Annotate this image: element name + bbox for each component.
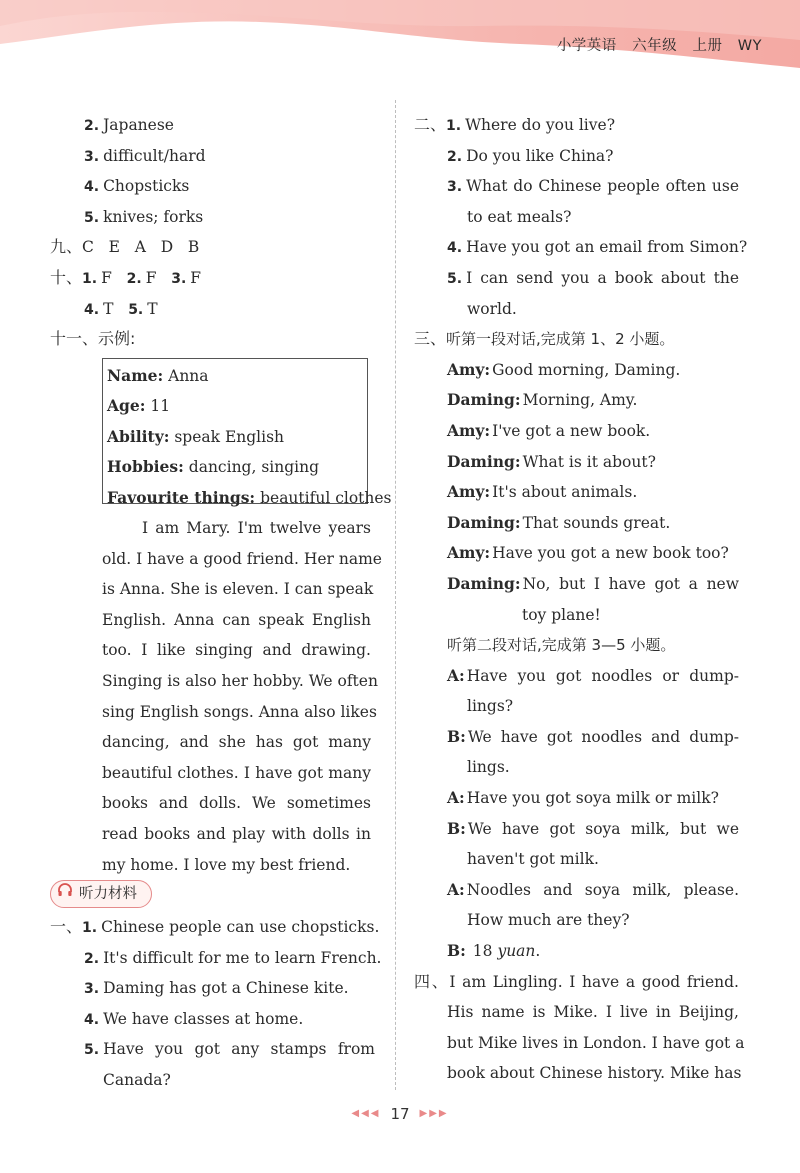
dialog-line-cont: lings? — [467, 697, 514, 716]
list-item-cont: Canada? — [103, 1070, 171, 1089]
dialog-line: Daming: No, but I have got a new — [447, 573, 739, 593]
column-divider — [395, 100, 396, 1090]
essay-line: books and dolls. We sometimes — [102, 794, 371, 813]
answer-item: 4. Chopsticks — [84, 177, 190, 196]
section-3-intro: 三、听第一段对话,完成第 1、2 小题。 — [414, 329, 675, 349]
right-column — [414, 110, 748, 1089]
next-arrows-icon: ▶▶▶ — [419, 1108, 449, 1119]
dialog-line: A: Noodles and soya milk, please. — [447, 879, 739, 899]
dialog-line: B: We have got noodles and dump- — [447, 726, 739, 746]
list-item-cont: to eat meals? — [467, 207, 572, 226]
essay-line: read books and play with dolls in — [102, 824, 371, 843]
essay-line: beautiful clothes. I have got many — [102, 763, 371, 782]
essay-line: old. I have a good friend. Her name — [102, 549, 382, 568]
essay-line: I am Mary. I'm twelve years — [142, 519, 371, 537]
card-row: Name: Anna — [107, 366, 209, 385]
essay-line: dancing, and she has got many — [102, 733, 371, 752]
list-item: 一、1. Chinese people can use chopsticks. — [50, 917, 380, 936]
dialog-line: A: Have you got soya milk or milk? — [447, 788, 719, 808]
dialog-line: A: Have you got noodles or dump- — [447, 665, 739, 685]
dialog-line: B: 18 yuan. — [447, 941, 541, 961]
section-11: 十一、示例: — [50, 329, 136, 349]
section-4-line: but Mike lives in London. I have got a — [447, 1033, 745, 1052]
card-row: Ability: speak English — [107, 426, 285, 446]
dialog-line: Amy: Good morning, Daming. — [447, 359, 681, 379]
list-item: 5. Have you got any stamps from — [84, 1040, 375, 1059]
section-10-row2: 4. T 5. T — [84, 299, 158, 318]
essay-line: is Anna. She is eleven. I can speak — [102, 580, 374, 599]
dialog-line-cont: lings. — [467, 758, 510, 777]
list-item: 2. It's difficult for me to learn French. — [84, 948, 382, 967]
section-4: 四、I am Lingling. I have a good friend. — [414, 971, 739, 991]
list-item: 3. Daming has got a Chinese kite. — [84, 979, 349, 998]
section-10: 十、1. F 2. F 3. F — [50, 267, 202, 287]
headphones-icon — [57, 881, 73, 907]
section-1 — [50, 912, 382, 1096]
page-number — [0, 1104, 800, 1123]
dialog-line: Daming: That sounds great. — [447, 512, 671, 532]
dialog-line: Amy: Have you got a new book too? — [447, 543, 729, 563]
list-item: 4. Have you got an email from Simon? — [447, 238, 748, 257]
essay-line: English. Anna can speak English — [102, 610, 371, 629]
list-item: 二、1. Where do you live? — [414, 115, 616, 134]
dialog-line: Amy: I've got a new book. — [447, 420, 651, 440]
list-item-cont: world. — [467, 299, 517, 318]
essay-line: sing English songs. Anna also likes — [102, 702, 377, 721]
card-row: Favourite things: beautiful clothes — [107, 487, 392, 507]
list-item: 5. I can send you a book about the — [447, 268, 739, 287]
dialog-line-cont: How much are they? — [467, 911, 630, 930]
prev-arrows-icon: ◀◀◀ — [351, 1108, 381, 1119]
dialog-line: Daming: What is it about? — [447, 451, 656, 471]
card-row: Hobbies: dancing, singing — [107, 457, 320, 477]
answer-item: 3. difficult/hard — [84, 146, 206, 165]
header-title: 小学英语 六年级 上册 WY — [556, 38, 762, 54]
answer-item: 5. knives; forks — [84, 207, 204, 226]
sample-essay — [102, 513, 382, 880]
dialog-line: B: We have got soya milk, but we — [447, 818, 739, 838]
dialog-line: Amy: It's about animals. — [447, 482, 638, 502]
essay-line: my home. I love my best friend. — [102, 855, 351, 874]
profile-card — [102, 358, 392, 507]
left-column — [50, 110, 392, 1089]
essay-line: Singing is also her hobby. We often — [102, 671, 378, 690]
section-9: 九、C E A D B — [50, 237, 200, 257]
section-4-line: book about Chinese history. Mike has — [447, 1064, 742, 1083]
list-item: 4. We have classes at home. — [84, 1009, 304, 1028]
list-item: 3. What do Chinese people often use — [447, 177, 739, 196]
listening-material-badge: 听力材料 — [50, 880, 152, 908]
dialog-line-cont: toy plane! — [522, 605, 601, 624]
page-number-text: 17 — [390, 1104, 410, 1123]
section-4-line: His name is Mike. I live in Beijing, — [447, 1003, 739, 1022]
dialog-line-cont: haven't got milk. — [467, 850, 599, 869]
card-row: Age: 11 — [107, 396, 171, 416]
section-3-intro2: 听第二段对话,完成第 3—5 小题。 — [447, 636, 676, 655]
essay-line: too. I like singing and drawing. — [102, 641, 371, 660]
dialog-line: Daming: Morning, Amy. — [447, 390, 638, 410]
answer-item: 2. Japanese — [84, 116, 174, 134]
list-item: 2. Do you like China? — [447, 146, 614, 165]
